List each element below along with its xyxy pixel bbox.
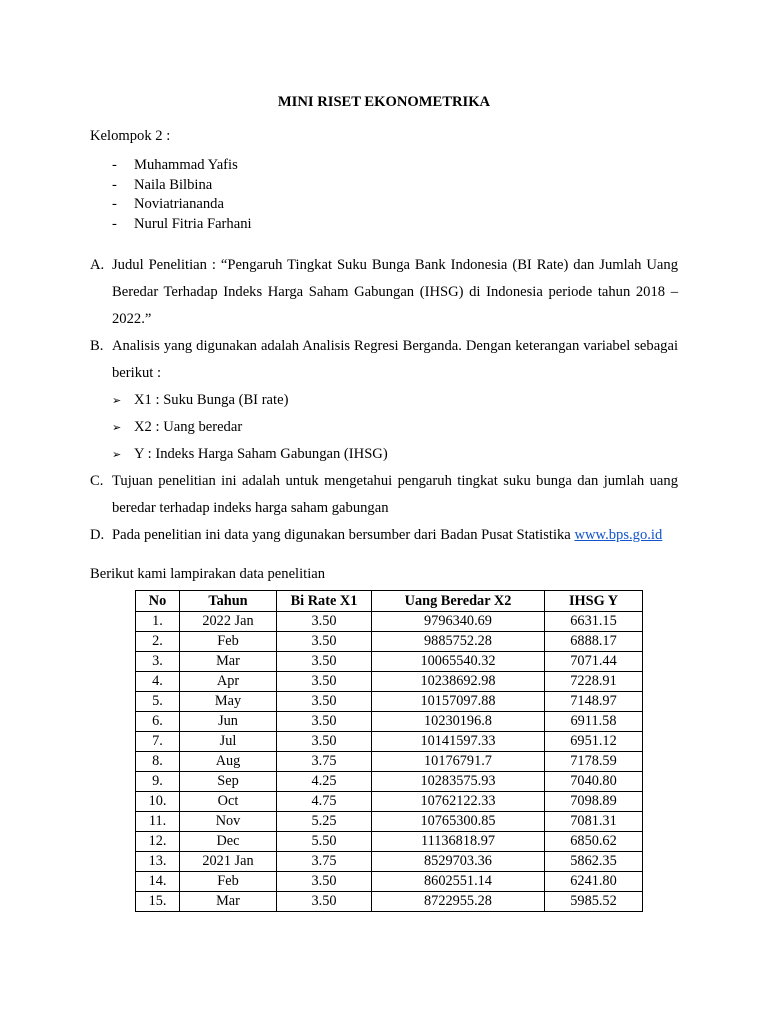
cell-uang-beredar: 10176791.7	[372, 752, 545, 772]
header-no: No	[136, 591, 180, 612]
list-dash: -	[112, 157, 117, 173]
member-list	[90, 156, 678, 234]
cell-tahun: Jul	[180, 732, 277, 752]
cell-tahun: 2021 Jan	[180, 852, 277, 872]
table-row	[136, 832, 643, 852]
cell-bi-rate: 3.75	[277, 752, 372, 772]
cell-tahun: Dec	[180, 832, 277, 852]
cell-bi-rate: 3.50	[277, 612, 372, 632]
cell-no: 4.	[136, 672, 180, 692]
section-text: Analisis yang digunakan adalah Analisis Regresi Berganda. Dengan keterangan variabel sebagai berikut :	[112, 338, 678, 381]
section-body	[112, 522, 678, 549]
section-letter: D.	[90, 527, 105, 543]
arrow-bullet-icon: ➢	[112, 448, 122, 461]
list-dash: -	[112, 176, 117, 193]
cell-bi-rate: 3.50	[277, 632, 372, 652]
cell-no: 7.	[136, 732, 180, 752]
cell-no: 13.	[136, 852, 180, 872]
variable-text: X2 : Uang beredar	[134, 419, 243, 435]
member-item	[90, 176, 678, 196]
cell-no: 9.	[136, 772, 180, 792]
cell-bi-rate: 4.25	[277, 772, 372, 792]
cell-no: 11.	[136, 812, 180, 832]
member-name: Noviatriananda	[134, 196, 224, 212]
section-letter: C.	[90, 473, 104, 489]
table-row	[136, 712, 643, 732]
cell-ihsg: 6631.15	[545, 612, 643, 632]
table-body	[136, 612, 643, 912]
cell-bi-rate: 3.50	[277, 692, 372, 712]
cell-tahun: 2022 Jan	[180, 612, 277, 632]
cell-bi-rate: 3.50	[277, 872, 372, 892]
cell-no: 6.	[136, 712, 180, 732]
cell-no: 15.	[136, 892, 180, 912]
cell-tahun: Mar	[180, 652, 277, 672]
cell-uang-beredar: 10141597.33	[372, 732, 545, 752]
member-name: Muhammad Yafis	[134, 157, 238, 173]
cell-ihsg: 6951.12	[545, 732, 643, 752]
section-text: Tujuan penelitian ini adalah untuk mengetahui pengaruh tingkat suku bunga dan jumlah uang beredar terhadap indeks harga saham gabungan	[112, 473, 678, 516]
cell-tahun: Mar	[180, 892, 277, 912]
cell-bi-rate: 3.50	[277, 892, 372, 912]
section-body	[112, 333, 678, 468]
table-row	[136, 692, 643, 712]
variable-item	[112, 441, 678, 468]
cell-ihsg: 6241.80	[545, 872, 643, 892]
table-row	[136, 732, 643, 752]
table-row	[136, 892, 643, 912]
cell-uang-beredar: 10238692.98	[372, 672, 545, 692]
cell-ihsg: 7148.97	[545, 692, 643, 712]
cell-uang-beredar: 10765300.85	[372, 812, 545, 832]
variable-list	[112, 387, 678, 468]
cell-ihsg: 5862.35	[545, 852, 643, 872]
table-row	[136, 812, 643, 832]
arrow-bullet-icon: ➢	[112, 394, 122, 407]
section-c	[90, 468, 678, 522]
section-b	[90, 333, 678, 468]
cell-bi-rate: 3.75	[277, 852, 372, 872]
cell-uang-beredar: 8722955.28	[372, 892, 545, 912]
cell-bi-rate: 5.50	[277, 832, 372, 852]
table-row	[136, 612, 643, 632]
cell-ihsg: 6850.62	[545, 832, 643, 852]
cell-uang-beredar: 10283575.93	[372, 772, 545, 792]
member-item	[90, 195, 678, 215]
cell-uang-beredar: 11136818.97	[372, 832, 545, 852]
cell-bi-rate: 4.75	[277, 792, 372, 812]
cell-ihsg: 7228.91	[545, 672, 643, 692]
cell-uang-beredar: 9885752.28	[372, 632, 545, 652]
cell-bi-rate: 5.25	[277, 812, 372, 832]
section-a	[90, 252, 678, 333]
cell-tahun: May	[180, 692, 277, 712]
variable-text: Y : Indeks Harga Saham Gabungan (IHSG)	[134, 446, 388, 462]
table-row	[136, 772, 643, 792]
member-name: Naila Bilbina	[134, 176, 213, 193]
header-bi-rate: Bi Rate X1	[277, 591, 372, 612]
section-text: Judul Penelitian : “Pengaruh Tingkat Suku Bunga Bank Indonesia (BI Rate) dan Jumlah Uang Beredar Terhadap Indeks Harga Saham Gabungan (IHSG) di Indonesia periode tahun 2018 – 2022.”	[112, 257, 678, 327]
cell-no: 2.	[136, 632, 180, 652]
cell-uang-beredar: 10065540.32	[372, 652, 545, 672]
cell-ihsg: 7081.31	[545, 812, 643, 832]
bps-link[interactable]: www.bps.go.id	[574, 527, 663, 543]
cell-no: 8.	[136, 752, 180, 772]
cell-tahun: Feb	[180, 872, 277, 892]
cell-tahun: Feb	[180, 632, 277, 652]
cell-tahun: Jun	[180, 712, 277, 732]
cell-ihsg: 7098.89	[545, 792, 643, 812]
member-item	[90, 156, 678, 176]
cell-uang-beredar: 10762122.33	[372, 792, 545, 812]
list-dash: -	[112, 196, 117, 212]
cell-uang-beredar: 10157097.88	[372, 692, 545, 712]
cell-no: 5.	[136, 692, 180, 712]
cell-bi-rate: 3.50	[277, 672, 372, 692]
cell-bi-rate: 3.50	[277, 652, 372, 672]
member-item	[90, 215, 678, 235]
cell-tahun: Sep	[180, 772, 277, 792]
cell-no: 10.	[136, 792, 180, 812]
arrow-bullet-icon: ➢	[112, 421, 122, 434]
cell-ihsg: 6888.17	[545, 632, 643, 652]
table-row	[136, 872, 643, 892]
cell-tahun: Oct	[180, 792, 277, 812]
table-row	[136, 792, 643, 812]
cell-bi-rate: 3.50	[277, 732, 372, 752]
variable-item	[112, 387, 678, 414]
cell-ihsg: 5985.52	[545, 892, 643, 912]
cell-tahun: Nov	[180, 812, 277, 832]
member-name: Nurul Fitria Farhani	[134, 215, 252, 232]
table-row	[136, 652, 643, 672]
section-letter: B.	[90, 338, 104, 354]
cell-uang-beredar: 8602551.14	[372, 872, 545, 892]
cell-uang-beredar: 10230196.8	[372, 712, 545, 732]
table-row	[136, 752, 643, 772]
cell-no: 1.	[136, 612, 180, 632]
document-title: MINI RISET EKONOMETRIKA	[277, 94, 491, 110]
header-uang-beredar: Uang Beredar X2	[372, 591, 545, 612]
table-header-row	[136, 591, 643, 612]
section-d	[90, 522, 678, 549]
section-text: Pada penelitian ini data yang digunakan bersumber dari Badan Pusat Statistika	[112, 527, 575, 543]
table-row	[136, 852, 643, 872]
section-letter: A.	[90, 257, 105, 273]
cell-tahun: Apr	[180, 672, 277, 692]
attach-text: Berikut kami lampirakan data penelitian	[90, 566, 326, 582]
cell-tahun: Aug	[180, 752, 277, 772]
table-row	[136, 632, 643, 652]
cell-ihsg: 6911.58	[545, 712, 643, 732]
document-page	[90, 92, 678, 585]
cell-ihsg: 7040.80	[545, 772, 643, 792]
variable-item	[112, 414, 678, 441]
header-tahun: Tahun	[180, 591, 277, 612]
group-label: Kelompok 2 :	[90, 128, 171, 144]
cell-uang-beredar: 9796340.69	[372, 612, 545, 632]
cell-no: 3.	[136, 652, 180, 672]
cell-bi-rate: 3.50	[277, 712, 372, 732]
header-ihsg: IHSG Y	[545, 591, 643, 612]
variable-text: X1 : Suku Bunga (BI rate)	[134, 392, 289, 408]
cell-ihsg: 7071.44	[545, 652, 643, 672]
table-row	[136, 672, 643, 692]
data-table	[135, 590, 643, 912]
cell-no: 14.	[136, 872, 180, 892]
cell-ihsg: 7178.59	[545, 752, 643, 772]
cell-uang-beredar: 8529703.36	[372, 852, 545, 872]
cell-no: 12.	[136, 832, 180, 852]
list-dash: -	[112, 215, 117, 232]
